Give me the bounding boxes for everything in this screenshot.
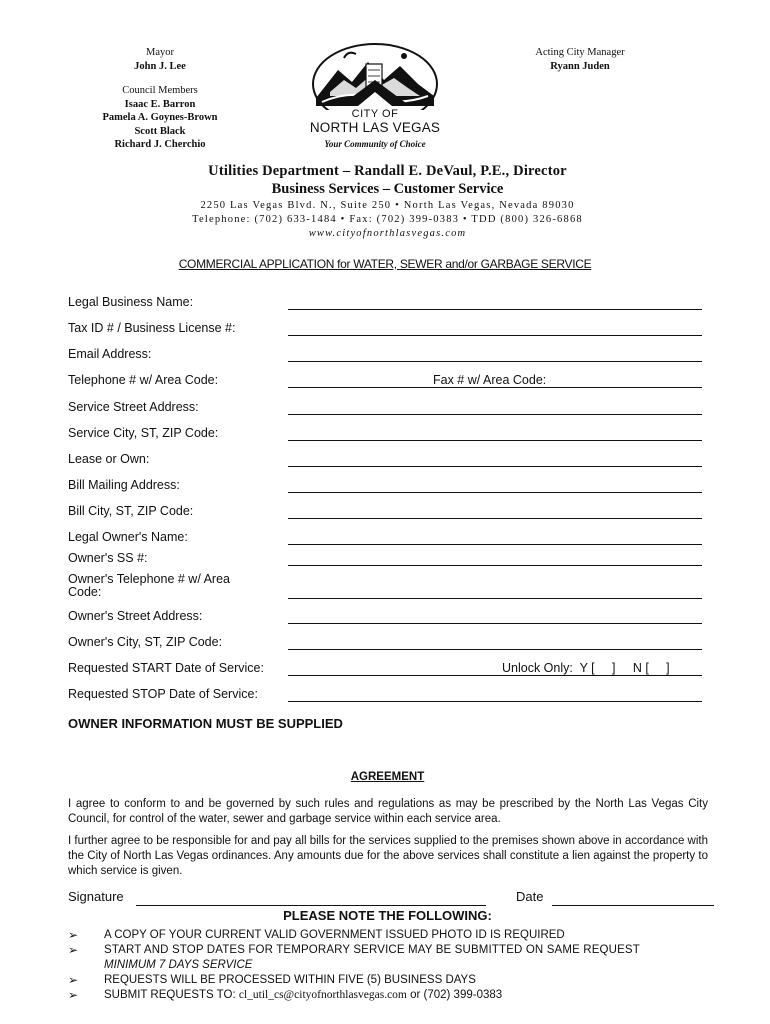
council-member: Pamela A. Goynes-Brown xyxy=(102,112,218,123)
unlock-only-checkbox[interactable]: Unlock Only: Y [ ] N [ ] xyxy=(502,661,670,675)
submit-label: SUBMIT REQUESTS TO: xyxy=(104,989,239,1001)
city-logo xyxy=(300,40,450,155)
date-line[interactable] xyxy=(552,905,714,906)
field-line-start-date[interactable] xyxy=(288,675,702,676)
council-title: Council Members xyxy=(122,85,198,96)
council-member: Isaac E. Barron xyxy=(124,98,196,110)
manager-title: Acting City Manager xyxy=(535,47,625,58)
field-line-owner-ss[interactable] xyxy=(288,565,702,566)
field-label-bill-mailing: Bill Mailing Address: xyxy=(68,478,180,492)
form-title: COMMERCIAL APPLICATION for WATER, SEWER and/or GARBAGE SERVICE xyxy=(178,257,592,271)
field-label-fax: Fax # w/ Area Code: xyxy=(433,373,547,387)
mayor-block xyxy=(60,46,260,73)
logo-city-of: CITY OF xyxy=(351,108,399,120)
field-label-stop-date: Requested STOP Date of Service: xyxy=(68,687,258,701)
department-address: 2250 Las Vegas Blvd. N., Suite 250 • North Las Vegas, Nevada 89030 xyxy=(200,200,575,211)
arrow-bullet-icon: ➢ xyxy=(68,928,79,942)
owner-info-note: OWNER INFORMATION MUST BE SUPPLIED xyxy=(68,716,343,731)
field-label-owner-ss: Owner's SS #: xyxy=(68,551,148,565)
field-label-legal-business-name: Legal Business Name: xyxy=(68,295,194,309)
note-item: A COPY OF YOUR CURRENT VALID GOVERNMENT ISSUED PHOTO ID IS REQUIRED xyxy=(104,929,565,941)
field-label-bill-city: Bill City, ST, ZIP Code: xyxy=(68,504,194,518)
note-item-submit xyxy=(104,989,502,1001)
field-line-telephone[interactable] xyxy=(288,387,702,388)
field-line-owner-street[interactable] xyxy=(288,623,702,624)
field-label-start-date: Requested START Date of Service: xyxy=(68,661,264,675)
note-item-italic xyxy=(104,959,252,971)
agreement-paragraph-2: I further agree to be responsible for and pay all bills for the services supplied to the premises shown above in accordance with the City of North Las Vegas ordinances. Any amounts due for the above services shall constitute a lien against the property to which service is given. xyxy=(68,835,708,877)
signature-label: Signature xyxy=(68,889,124,904)
note-item-minimum: MINIMUM 7 DAYS SERVICE xyxy=(104,959,253,971)
manager-name: Ryann Juden xyxy=(550,60,610,72)
logo-tagline: Your Community of Choice xyxy=(324,139,426,149)
submit-phone: or (702) 399-0383 xyxy=(406,989,503,1001)
field-line-tax-id[interactable] xyxy=(288,335,702,336)
signature-line[interactable] xyxy=(136,905,486,906)
submit-email-link[interactable]: cl_util_cs@cityofnorthlasvegas.com xyxy=(238,989,407,1001)
field-line-service-street[interactable] xyxy=(288,414,702,415)
city-manager-block xyxy=(500,46,660,73)
field-label-owner-name: Legal Owner's Name: xyxy=(68,530,188,544)
department-website: www.cityofnorthlasvegas.com xyxy=(308,228,467,239)
field-line-owner-telephone[interactable] xyxy=(288,598,702,599)
arrow-bullet-icon: ➢ xyxy=(68,988,79,1002)
department-phone: Telephone: (702) 633-1484 • Fax: (702) 399-0383 • TDD (800) 326-6868 xyxy=(192,214,583,225)
council-member: Richard J. Cherchio xyxy=(114,139,206,150)
notes-heading: PLEASE NOTE THE FOLLOWING: xyxy=(283,908,492,923)
field-line-owner-city[interactable] xyxy=(288,649,702,650)
field-label-email: Email Address: xyxy=(68,347,152,361)
field-line-stop-date[interactable] xyxy=(288,701,702,702)
council-block xyxy=(60,84,260,152)
field-line-email[interactable] xyxy=(288,361,702,362)
field-label-owner-city: Owner's City, ST, ZIP Code: xyxy=(68,635,223,649)
agreement-heading: AGREEMENT xyxy=(350,771,425,783)
department-title: Utilities Department – Randall E. DeVaul, P.E., Director xyxy=(208,163,567,179)
mayor-name: John J. Lee xyxy=(134,60,186,72)
mayor-title: Mayor xyxy=(146,47,174,58)
field-label-owner-street: Owner's Street Address: xyxy=(68,609,203,623)
field-line-lease-or-own[interactable] xyxy=(288,466,702,467)
council-member: Scott Black xyxy=(134,125,186,137)
logo-city-name: NORTH LAS VEGAS xyxy=(309,120,441,135)
field-line-bill-city[interactable] xyxy=(288,518,702,519)
field-line-bill-mailing[interactable] xyxy=(288,492,702,493)
note-item: REQUESTS WILL BE PROCESSED WITHIN FIVE (5) BUSINESS DAYS xyxy=(104,974,476,986)
arrow-bullet-icon: ➢ xyxy=(68,943,79,957)
field-label-tax-id: Tax ID # / Business License #: xyxy=(68,321,236,335)
field-line-service-city[interactable] xyxy=(288,440,702,441)
field-label-service-city: Service City, ST, ZIP Code: xyxy=(68,426,219,440)
field-label-lease-or-own: Lease or Own: xyxy=(68,452,150,466)
field-label-service-street: Service Street Address: xyxy=(68,400,199,414)
field-line-owner-name[interactable] xyxy=(288,544,702,545)
field-line-legal-business-name[interactable] xyxy=(288,309,702,310)
agreement-paragraph-1: I agree to conform to and be governed by such rules and regulations as may be prescribed by the North Las Vegas City Council, for control of the water, sewer and garbage service within each service area. xyxy=(68,798,708,825)
arrow-bullet-icon: ➢ xyxy=(68,973,79,987)
field-label-owner-telephone: Owner's Telephone # w/ Area Code: xyxy=(68,572,230,599)
date-label: Date xyxy=(516,889,544,904)
note-item: START AND STOP DATES FOR TEMPORARY SERVICE MAY BE SUBMITTED ON SAME REQUEST xyxy=(104,944,640,956)
department-subtitle: Business Services – Customer Service xyxy=(271,181,504,197)
field-label-telephone: Telephone # w/ Area Code: xyxy=(68,373,219,387)
